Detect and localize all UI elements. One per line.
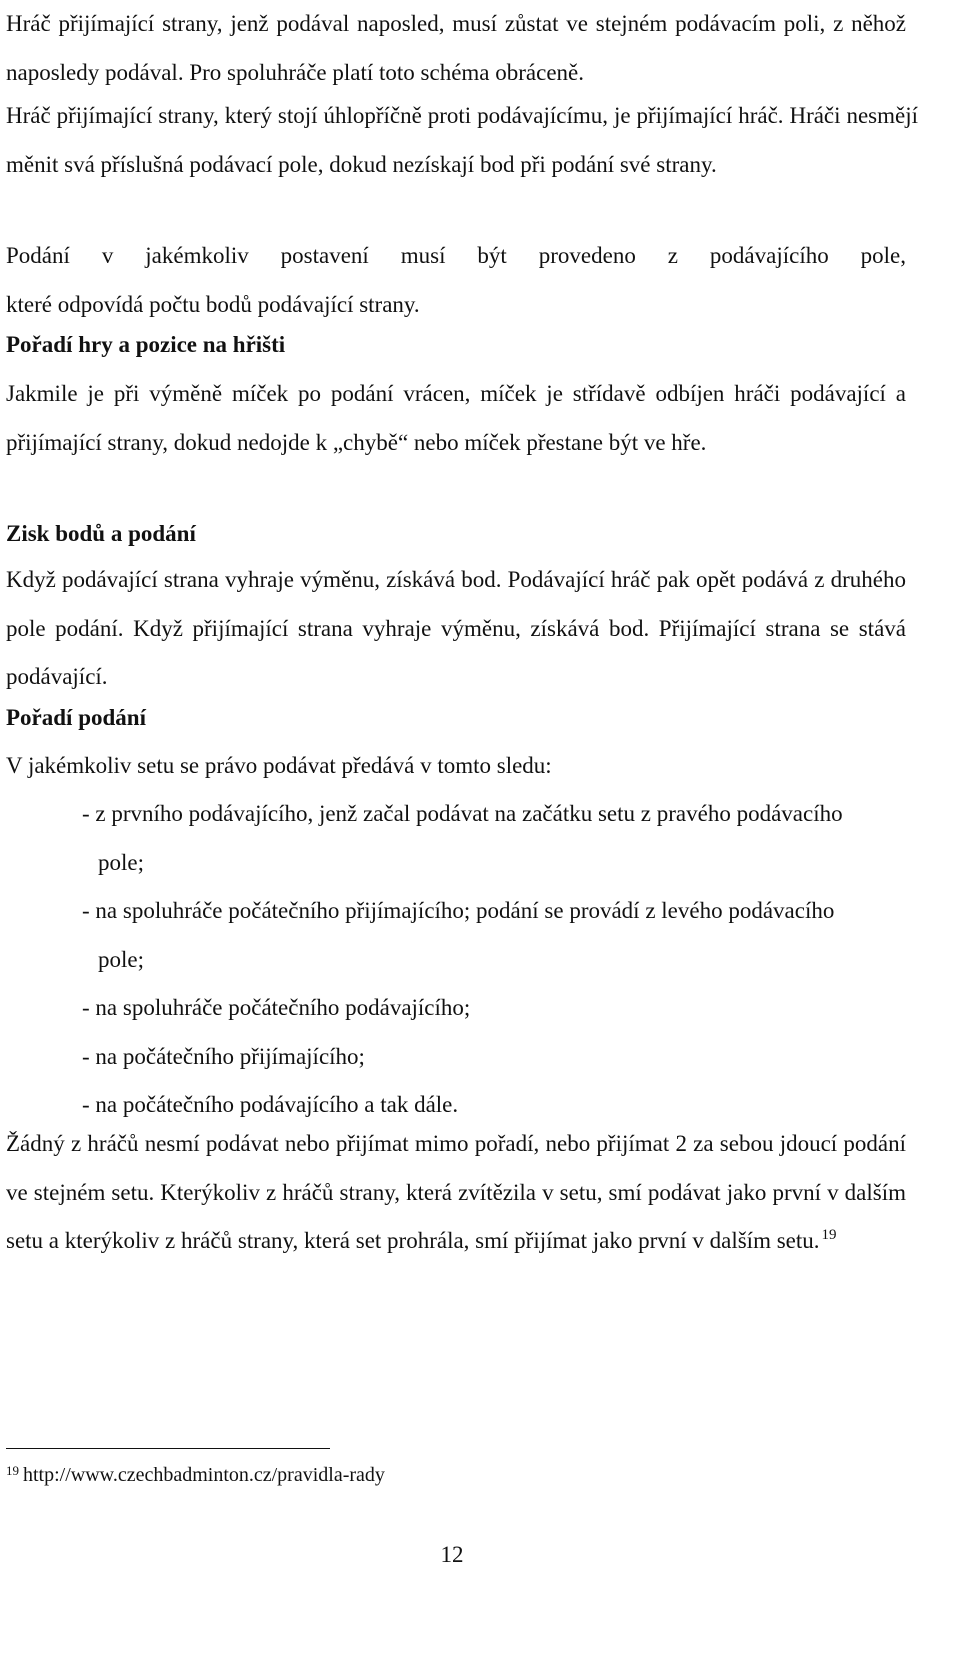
- paragraph-intro-1: Hráč přijímající strany, jenž podával naposled, musí zůstat ve stejném podávacím poli, z něhož naposledy podával. Pro spoluhráče platí toto schéma obráceně.: [6, 11, 906, 85]
- page-number: 12: [440, 1542, 464, 1567]
- serve-order-list: [82, 790, 882, 1130]
- paragraph-order-of-play: Jakmile je při výměně míček po podání vrácen, míček je střídavě odbíjen hráči podávající a přijímající strany, dokud nedojde k „chybě“ nebo míček přestane být ve hře.: [6, 381, 906, 455]
- paragraph-final-text: Žádný z hráčů nesmí podávat nebo přijímat mimo pořadí, nebo přijímat 2 za sebou jdoucí podání ve stejném setu. Kterýkoliv z hráčů strany, která zvítězila v setu, smí podávat jako první v dalším setu a kterýkoliv z hráčů strany, která set prohrála, smí přijímat jako první v dalším setu.: [6, 1131, 906, 1253]
- heading-scoring: Zisk bodů a podání: [6, 521, 196, 546]
- list-item: - na spoluhráče počátečního přijímajícího; podání se provádí z levého podávacího pole;: [82, 898, 835, 972]
- paragraph-intro-3-line-2: které odpovídá počtu bodů podávající strany.: [6, 291, 420, 317]
- paragraph-intro-2: Hráč přijímající strany, který stojí úhlopříčně proti podávajícímu, je přijímající hráč. Hráči nesmějí měnit svá příslušná podávací pole, dokud nezískají bod při podání své strany.: [6, 103, 918, 177]
- heading-serve-order: Pořadí podání: [6, 705, 146, 730]
- list-item: - z prvního podávajícího, jenž začal podávat na začátku setu z pravého podávacího pole;: [82, 801, 843, 875]
- list-item: - na počátečního přijímajícího;: [82, 1043, 365, 1069]
- paragraph-final: [6, 1120, 906, 1266]
- paragraph-intro-3-line-1: Podání v jakémkoliv postavení musí být provedeno z podávajícího pole,: [6, 243, 906, 268]
- footnote-link[interactable]: http://www.czechbadminton.cz/pravidla-rady: [23, 1464, 385, 1486]
- list-item: - na počátečního podávajícího a tak dále.: [82, 1092, 459, 1117]
- heading-order-of-play: Pořadí hry a pozice na hřišti: [6, 332, 286, 357]
- footnote-number: 19: [6, 1463, 19, 1478]
- footnote: [6, 1462, 385, 1488]
- footnote-divider: [6, 1448, 330, 1449]
- paragraph-scoring: Když podávající strana vyhraje výměnu, získává bod. Podávající hráč pak opět podává z druhého pole podání. Když přijímající strana vyhraje výměnu, získává bod. Přijímající strana se stává podávající.: [6, 567, 906, 689]
- list-item: - na spoluhráče počátečního podávajícího;: [82, 995, 471, 1020]
- paragraph-serve-intro: V jakémkoliv setu se právo podávat předává v tomto sledu:: [6, 753, 552, 778]
- footnote-reference[interactable]: 19: [821, 1227, 837, 1243]
- paragraph-intro-3: [6, 232, 906, 329]
